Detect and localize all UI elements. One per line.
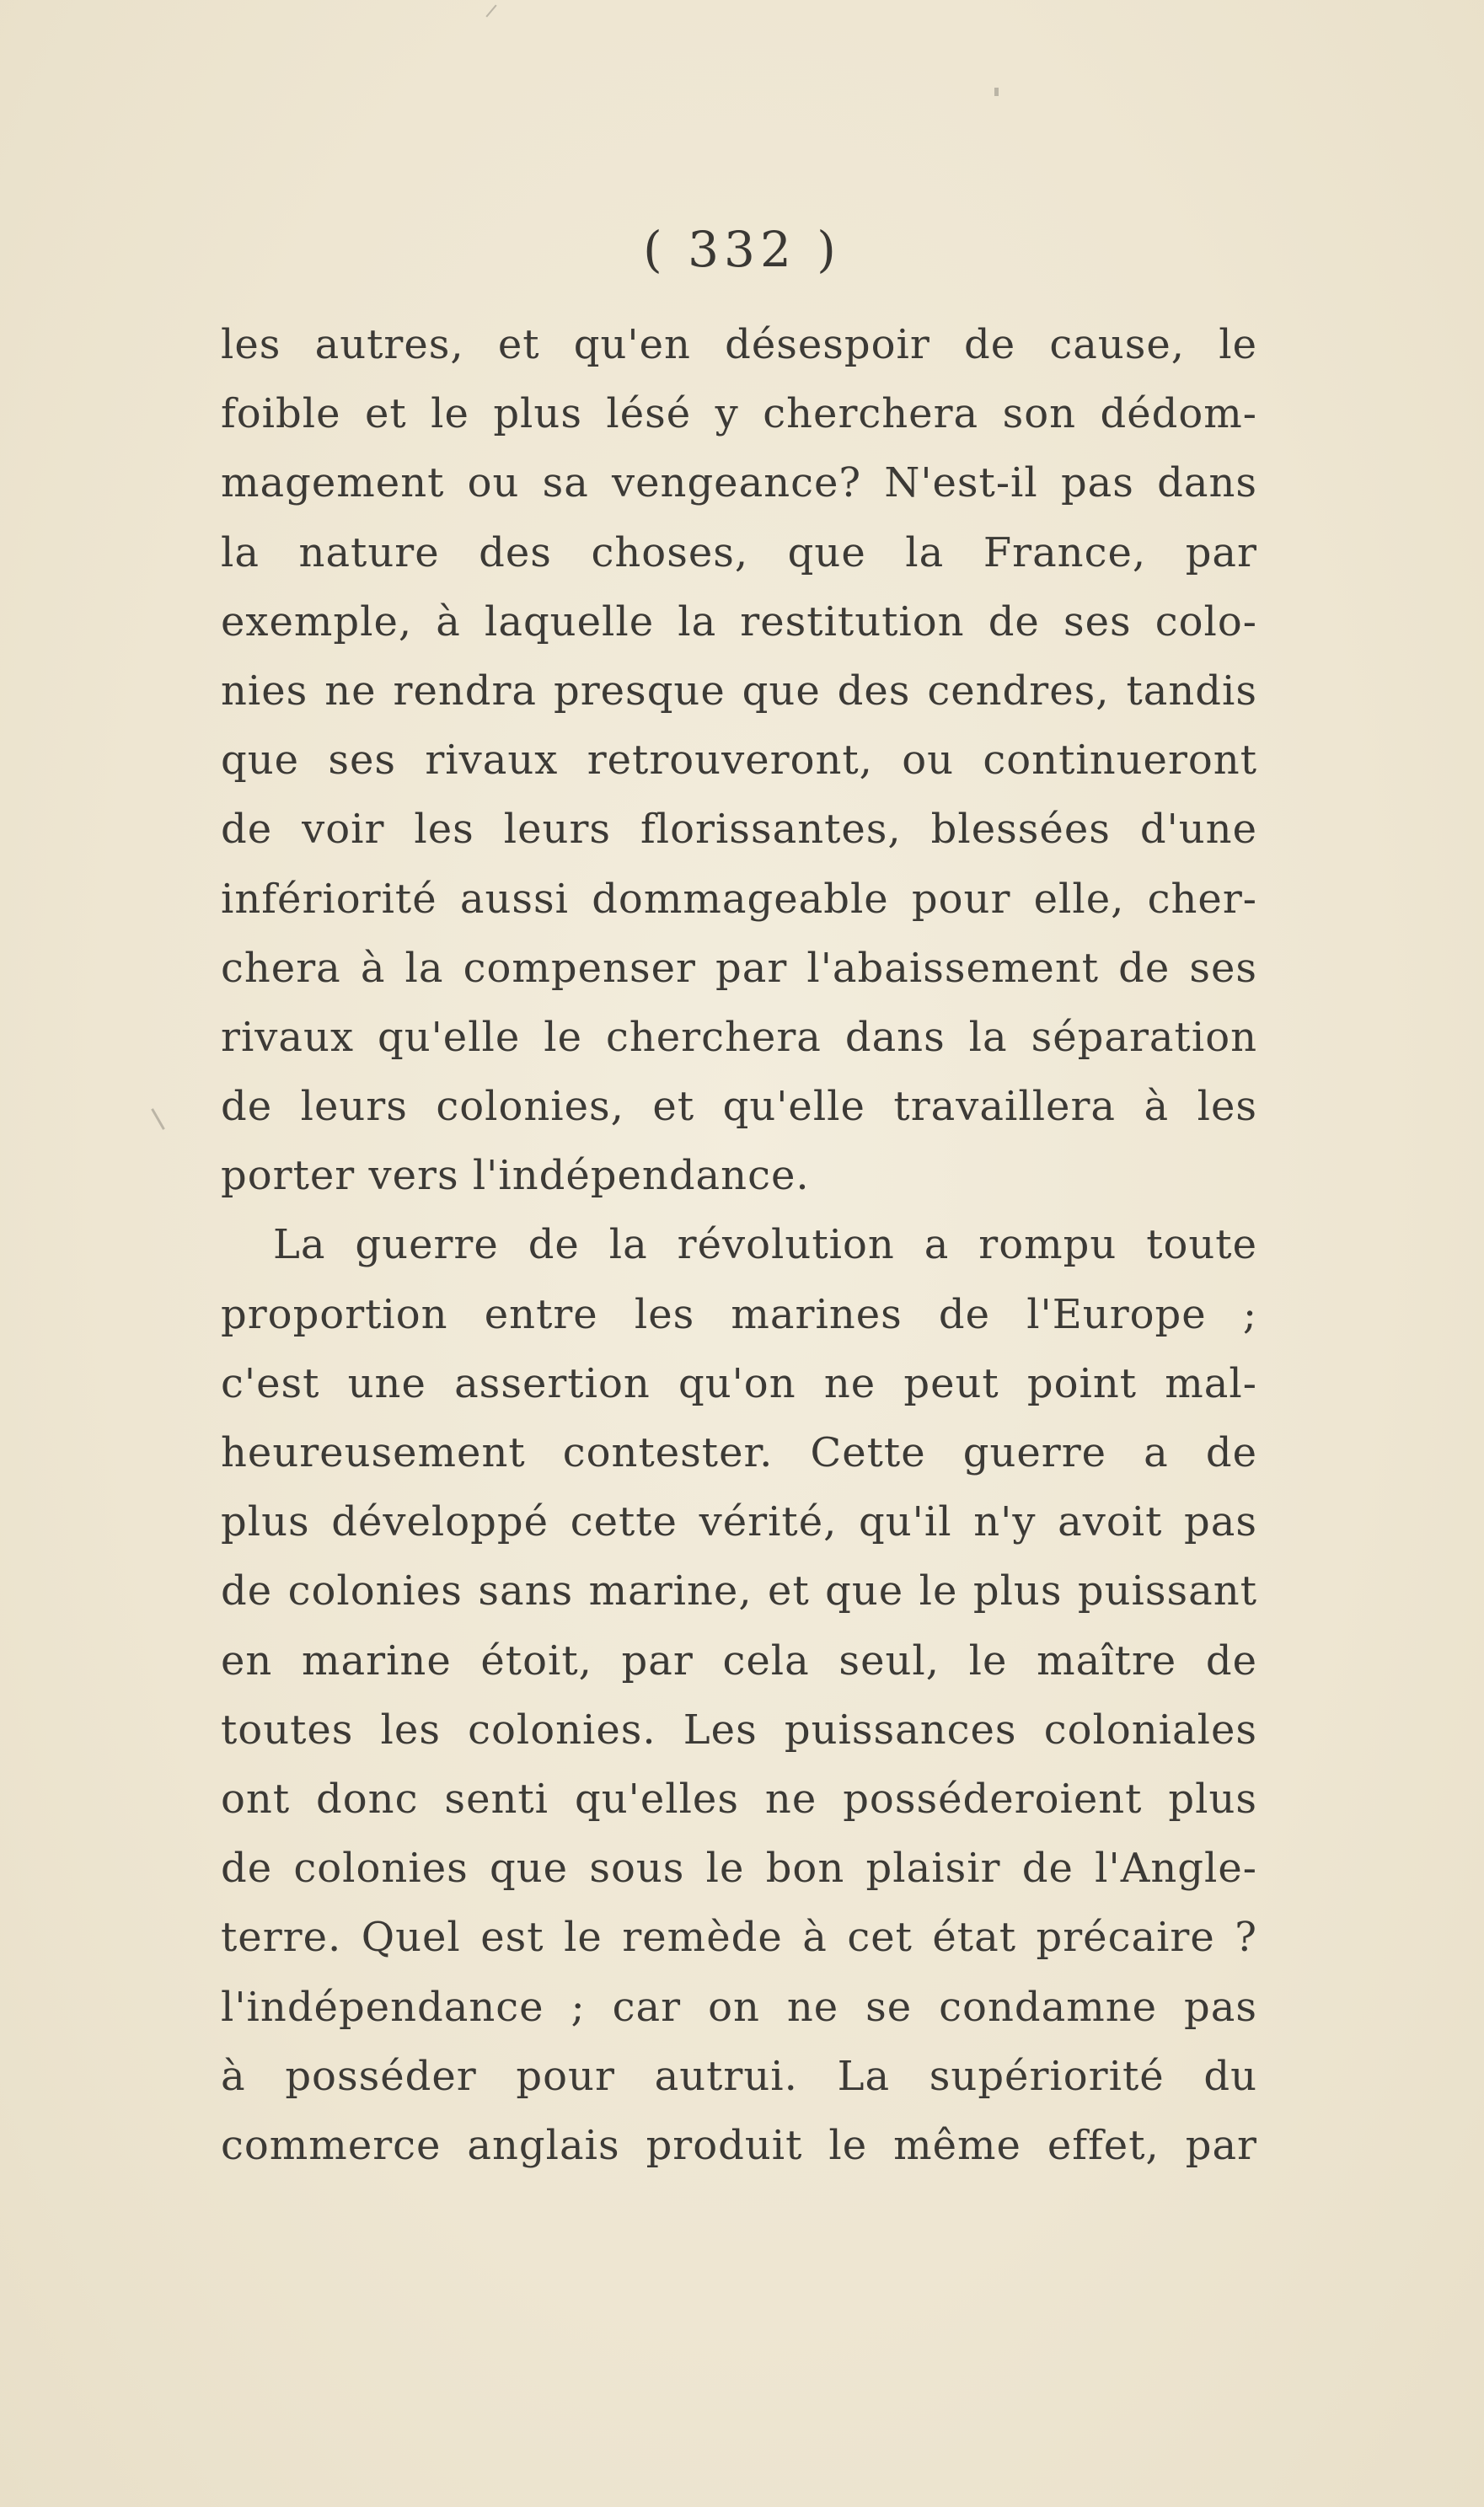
text-line: nies ne rendra presque que des cendres, tandis <box>221 667 1257 715</box>
text-line: ont donc senti qu'elles ne posséderoient plus <box>221 1775 1257 1823</box>
text-line: de voir les leurs florissantes, blessées d'une <box>221 806 1257 854</box>
text-line: foible et le plus lésé y cherchera son dédom- <box>221 390 1257 438</box>
text-line: la nature des choses, que la France, par <box>221 528 1257 576</box>
text-line: les autres, et qu'en désespoir de cause, le <box>221 321 1257 368</box>
paragraph-2 <box>221 1210 1257 2180</box>
text-line: proportion entre les marines de l'Europe ; <box>221 1290 1257 1338</box>
text-line: à posséder pour autrui. La supériorité du <box>221 2052 1257 2100</box>
text-line: infériorité aussi dommageable pour elle, cher- <box>221 875 1257 923</box>
text-line: que ses rivaux retrouveront, ou continueront <box>221 737 1257 785</box>
text-line: porter vers l'indépendance. <box>221 1152 810 1200</box>
text-line: heureusement contester. Cette guerre a de <box>221 1429 1257 1476</box>
text-line: toutes les colonies. Les puissances coloniales <box>221 1706 1257 1754</box>
text-line: rivaux qu'elle le cherchera dans la séparation <box>221 1013 1257 1061</box>
text-line: en marine étoit, par cela seul, le maître de <box>221 1637 1257 1685</box>
page-number: ( 332 ) <box>643 221 841 278</box>
text-line: de colonies que sous le bon plaisir de l'Angle- <box>221 1845 1257 1893</box>
paper-blemish <box>485 4 496 17</box>
paper-blemish <box>994 88 999 96</box>
text-line: terre. Quel est le remède à cet état précaire ? <box>221 1914 1257 1962</box>
text-line: exemple, à laquelle la restitution de ses colo- <box>221 597 1257 645</box>
text-line: La guerre de la révolution a rompu toute <box>273 1221 1257 1269</box>
text-line: commerce anglais produit le même effet, par <box>221 2121 1257 2169</box>
paragraph-1 <box>221 310 1257 1210</box>
text-line: de leurs colonies, et qu'elle travaillera à les <box>221 1083 1257 1131</box>
body-text <box>221 310 1257 2180</box>
text-line: magement ou sa vengeance? N'est-il pas dans <box>221 459 1257 507</box>
text-line: c'est une assertion qu'on ne peut point mal- <box>221 1359 1257 1407</box>
text-line: de colonies sans marine, et que le plus puissant <box>221 1567 1257 1615</box>
paper-blemish <box>151 1108 165 1130</box>
text-line: chera à la compenser par l'abaissement de ses <box>221 944 1257 992</box>
text-line: l'indépendance ; car on ne se condamne pas <box>221 1983 1257 2031</box>
text-line: plus développé cette vérité, qu'il n'y avoit pas <box>221 1498 1257 1546</box>
